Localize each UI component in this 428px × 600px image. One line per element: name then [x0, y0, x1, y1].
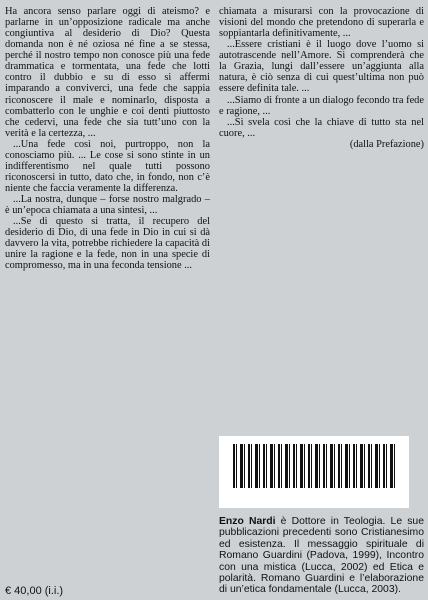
left-paragraph: ...La nostra, dunque – forse nostro malgrado – è un’epoca chiamata a una sintesi, ...	[5, 194, 210, 217]
left-column	[5, 6, 210, 272]
isbn-barcode	[219, 436, 409, 508]
barcode-bars	[233, 444, 395, 488]
right-column	[219, 6, 424, 150]
right-paragraph: ...Si svela così che la chiave di tutto sta nel cuore, ...	[219, 116, 424, 139]
author-bio-text: è Dottore in Teologia. Le sue pubblicazioni precedenti sono Cristianesimo ed esistenza. Il messaggio spirituale di Romano Guardini (Padova, 1999), Incontro con una mistica (Lucca, 2002) ed Etica e polarità. Romano Guardini e l’elaborazione di un’etica fondamentale (Lucca, 2003).	[219, 516, 424, 596]
left-paragraph: ...Una fede così noi, purtroppo, non la conosciamo più. ... Le cose si sono stinte in un indifferentismo nel quale tutti possono riconoscersi in tutto, dato che, in fondo, non c’è niente che faccia veramente la differenza.	[5, 138, 210, 194]
right-paragraph: chiamata a misurarsi con la provocazione di visioni del mondo che pretendono di superarla e soppiantarla definitivamente, ...	[219, 6, 424, 40]
right-paragraph: ...Essere cristiani è il luogo dove l’uomo si autotrascende nell’Amore. Si comprenderà che la Grazia, lungi dall’essere un’aggiunta alla natura, è ciò senza di cui quest’ultima non può essere definita tale. ...	[219, 39, 424, 95]
left-paragraph: Ha ancora senso parlare oggi di ateismo? e parlarne in un’opposizione radicale ma anche congiuntiva al desiderio di Dio? Questa domanda non è né oziosa né fine a se stessa, perché il nostro tempo non conosce più una fede drammatica e tormentata, una fede che lotti contro il dubbio e su di esso si affermi imparando a conviverci, una fede che sappia riconoscere il male e nominarlo, disposta a combatterlo con le unghie e coi denti piuttosto che cedervi, una fede che sia tutt’uno con la verità e la certezza, ...	[5, 6, 210, 139]
price-label: € 40,00 (i.i.)	[5, 585, 64, 597]
source-note: (dalla Prefazione)	[349, 138, 424, 150]
left-paragraph: ...Se di questo si tratta, il recupero del desiderio di Dio, di una fede in Dio in cui si dà davvero la vita, potrebbe richiedere la capacità di unire la ragione e la fede, non in una specie di compromesso, ma in una feconda tensione ...	[5, 216, 210, 272]
right-paragraph: ...Siamo di fronte a un dialogo fecondo tra fede e ragione, ...	[219, 94, 424, 117]
author-name: Enzo Nardi	[219, 516, 276, 527]
author-bio	[219, 516, 424, 596]
